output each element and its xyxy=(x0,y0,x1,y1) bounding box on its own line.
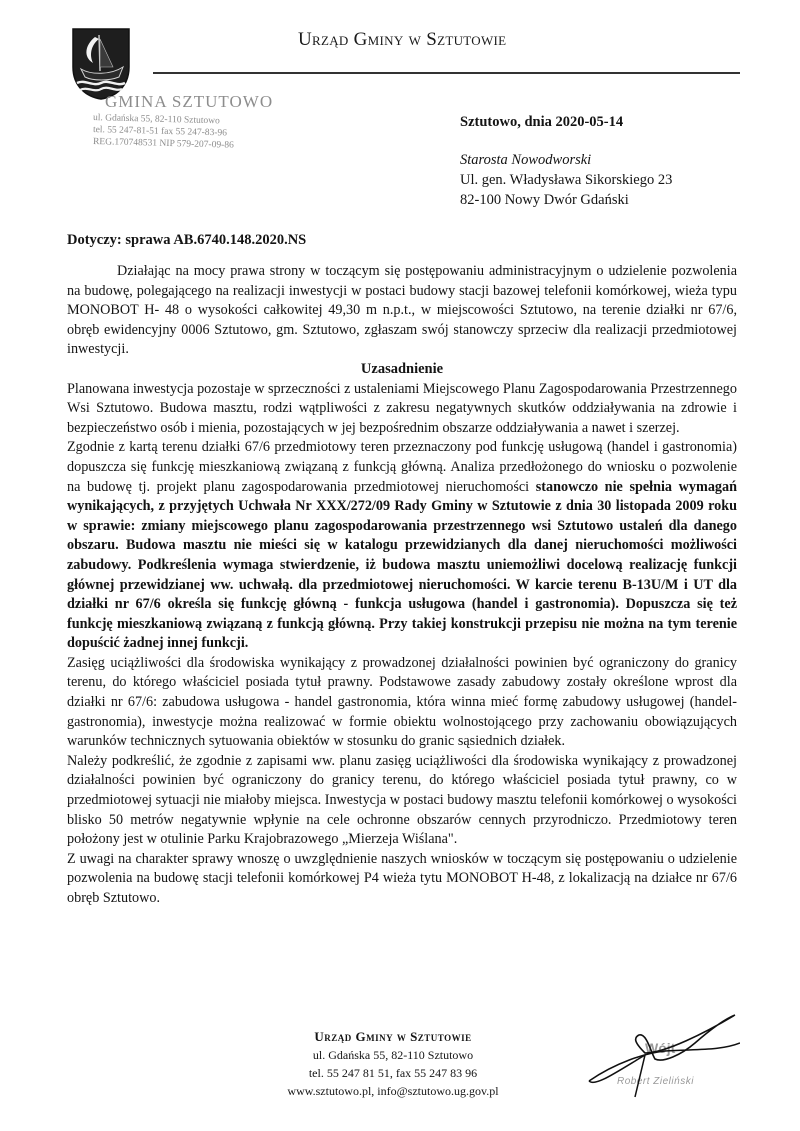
stamp-name: GMINA SZTUTOWO xyxy=(105,92,274,111)
footer-web: www.sztutowo.pl, info@sztutowo.ug.gov.pl xyxy=(287,1084,499,1098)
letterhead-divider xyxy=(153,72,740,74)
letterhead-title: Urząd Gminy w Sztutowie xyxy=(298,29,507,50)
stamp-registry: REG.170748531 NIP 579-207-09-86 xyxy=(92,137,234,151)
office-stamp xyxy=(92,92,303,151)
stamp-phone: tel. 55 247-81-51 fax 55 247-83-96 xyxy=(92,125,228,139)
footer-office-name: Urząd Gminy w Sztutowie xyxy=(314,1029,472,1044)
paragraph-3: Zasięg uciążliwości dla środowiska wynikający z prowadzonej działalności powinien być ograniczony do granicy terenu, do którego właściciel posiada tytuł prawny. Podstawowe zasady zabudowy zostały określone wprost dla działki nr 67/6: zabudowa usługowa - handel gastronomia, która winna mieć formę zabudowy usługowej (handel-gastronomia), inwestycje można realizować w formie obiektu wolnostojącego przy zachowaniu obowiązujących warunków technicznych sytuowania obiektów w stosunku do granic sąsiednich działek. xyxy=(67,654,737,750)
paragraph-2-bold: stanowczo nie spełnia wymagań wynikających, z przyjętych Uchwała Nr XXX/272/09 Rady Gminy w Sztutowie z dnia 30 listopada 2009 roku w sprawie: zmiany miejscowego planu zagospodarowania przestrzennego wsi Sztutowo ustaleń dla danego obszaru. Budowa masztu nie mieści się w katalogu przewidzianych dla danej nieruchomości możliwości zabudowy. Podkreślenia wymaga stwierdzenie, iż budowa masztu uniemożliwi docelową realizację funkcji głównej przewidzianej ww. uchwałą. dla przedmiotowej nieruchomości. W karcie terenu B-13U/M i UT dla działki nr 67/6 określa się funkcję główną - funkcja usługowa (handel i gastronomia). Dopuszcza się też funkcję mieszkaniową związaną z funkcją główną. Przy takiej konstrukcji przepisu nie można na tym terenie dopuścić żadnej innej funkcji. xyxy=(67,478,737,652)
signature-stamp-name: Robert Zieliński xyxy=(617,1076,694,1087)
footer-phone: tel. 55 247 81 51, fax 55 247 83 96 xyxy=(308,1066,478,1080)
recipient-address-line2: 82-100 Nowy Dwór Gdański xyxy=(460,192,629,208)
signature-stamp-role: Wójt xyxy=(645,1040,676,1056)
justification-heading: Uzasadnienie xyxy=(360,360,444,377)
recipient-title: Starosta Nowodworski xyxy=(460,152,592,168)
stamp-address: ul. Gdańska 55, 82-110 Sztutowo xyxy=(92,113,220,127)
handwritten-signature-icon xyxy=(585,1013,740,1113)
recipient-address-line1: Ul. gen. Władysława Sikorskiego 23 xyxy=(460,172,673,188)
paragraph-2 xyxy=(67,438,737,654)
letter-footer xyxy=(258,1028,528,1100)
paragraph-5: Z uwagi na charakter sprawy wnoszę o uwzględnienie naszych wniosków w toczącym się postępowaniu o udzielenie pozwolenia na budowę stacji telefonii komórkowej P4 wieża tytu MONOBOT H-48, z lokalizacją na działce nr 67/6 obręb Sztutowo. xyxy=(67,850,737,906)
footer-address: ul. Gdańska 55, 82-110 Sztutowo xyxy=(312,1048,474,1062)
letter-body xyxy=(67,262,737,909)
coat-of-arms-ship-icon xyxy=(71,27,131,101)
recipient-block xyxy=(460,150,672,210)
paragraph-4: Należy podkreślić, że zgodnie z zapisami ww. planu zasięg uciążliwości dla środowiska wynikający z prowadzonej działalności powinien być ograniczony do granicy terenu, do którego właściciel posiada tytuł prawny, co w przedmiotowej sytuacji nie miałoby miejsca. Inwestycja w postaci budowy masztu telefonii komórkowej o wysokości blisko 50 metrów negatywnie wpłynie na cele ochronne obszarów cennych przyrodniczo. Przedmiotowy teren położony jest w otulinie Parku Krajobrazowego „Mierzeja Wiślana". xyxy=(67,752,737,848)
letter-subject: Dotyczy: sprawa AB.6740.148.2020.NS xyxy=(67,232,307,248)
letter-date: Sztutowo, dnia 2020-05-14 xyxy=(460,114,624,130)
paragraph-1: Planowana inwestycja pozostaje w sprzeczności z ustaleniami Miejscowego Planu Zagospodarowania Przestrzennego Wsi Sztutowo. Budowa masztu, rodzi wątpliwości z zakresu negatywnych skutków oddziaływania na zdrowie i bezpieczeństwo osób i mienia, pozostających w jej bezpośrednim obszarze oddziaływania a nawet i szerzej. xyxy=(67,380,737,436)
intro-paragraph: Działając na mocy prawa strony w toczącym się postępowaniu administracyjnym o udzielenie pozwolenia na budowę, polegającego na realizacji inwestycji w postaci budowy stacji bazowej telefonii komórkowej, wieża typu MONOBOT H- 48 o wysokości całkowitej 49,30 m n.p.t., w miejscowości Sztutowo, na terenie działki nr 67/6, obręb ewidencyjny 0006 Sztutowo, gm. Sztutowo, zgłaszam swój stanowczy sprzeciw dla realizacji przedmiotowej inwestycji. xyxy=(67,263,737,358)
paragraph-2-normal: Zgodnie z kartą terenu działki 67/6 przedmiotowy teren przeznaczony pod funkcję usługową (handel i gastronomia) dopuszcza się funkcję mieszkaniową związaną z funkcją główną. Analiza przedłożonego do wniosku o pozwolenie na budowę tj. projekt planu zagospodarowania przedmiotowej nieruchomości xyxy=(67,439,737,495)
